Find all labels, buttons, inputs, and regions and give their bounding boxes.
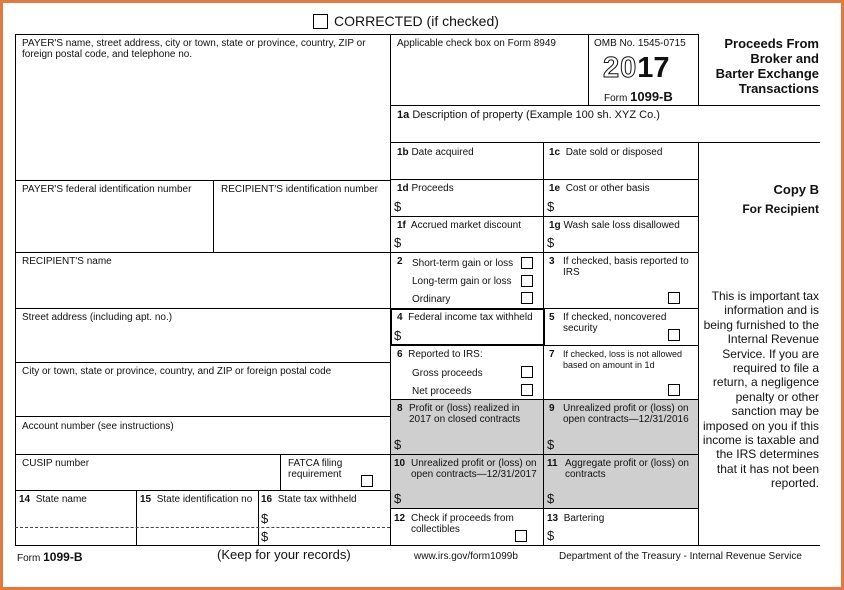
box16-dollar-2: $: [261, 529, 269, 544]
city-field[interactable]: City or town, state or province, country, and ZIP or foreign postal code: [22, 366, 332, 377]
cusip-field[interactable]: CUSIP number: [22, 458, 90, 469]
payer-name-field[interactable]: PAYER'S name, street address, city or town, state or province, country, ZIP or foreign postal code, and telephone no.: [22, 38, 366, 60]
box8-number: 8: [397, 403, 403, 414]
box16-dollar-1: $: [261, 511, 269, 526]
box11-number: 11: [547, 458, 558, 469]
ordinary-label: Ordinary: [412, 294, 451, 305]
corrected-checkbox[interactable]: [313, 14, 328, 29]
ordinary-checkbox[interactable]: [521, 292, 533, 304]
box16-label: 16 State tax withheld: [261, 494, 357, 505]
box7-label: If checked, loss is not allowed based on amount in 1d: [563, 349, 683, 370]
box15-label: 15 State identification no: [140, 494, 253, 505]
short-term-checkbox[interactable]: [521, 257, 533, 269]
box8-dollar: $: [394, 437, 402, 452]
box1g-label[interactable]: 1g Wash sale loss disallowed: [549, 220, 680, 231]
fatca-label: FATCA filing requirement: [288, 458, 343, 480]
box5-number: 5: [549, 312, 555, 323]
collectibles-checkbox[interactable]: [515, 530, 527, 542]
box1e-dollar: $: [547, 199, 555, 214]
omb-number: OMB No. 1545-0715: [594, 38, 686, 49]
box12-label: Check if proceeds from collectibles: [411, 513, 514, 535]
long-term-checkbox[interactable]: [521, 275, 533, 287]
box4-label[interactable]: 4 Federal income tax withheld: [397, 312, 533, 323]
corrected-label: CORRECTED (if checked): [334, 13, 499, 29]
box9-label[interactable]: Unrealized profit or (loss) on open contracts—12/31/2016: [563, 403, 689, 425]
box1b-label[interactable]: 1b Date acquired: [397, 147, 474, 158]
form-number-header: Form 1099-B: [604, 89, 673, 104]
box7-checkbox[interactable]: [668, 384, 680, 396]
short-term-label: Short-term gain or loss: [412, 258, 514, 269]
box4-dollar: $: [394, 328, 402, 343]
net-proceeds-label: Net proceeds: [412, 386, 472, 397]
form-8949-checkbox-label: Applicable check box on Form 8949: [397, 38, 556, 49]
box1g-dollar: $: [547, 235, 555, 250]
net-proceeds-checkbox[interactable]: [521, 384, 533, 396]
copy-b-title: Copy B: [773, 182, 819, 197]
footer-department: Department of the Treasury - Internal Revenue Service: [559, 551, 802, 562]
box9-number: 9: [549, 403, 555, 414]
box3-checkbox[interactable]: [668, 292, 680, 304]
box13-dollar: $: [547, 528, 555, 543]
gross-proceeds-checkbox[interactable]: [521, 366, 533, 378]
state-row-divider: [15, 527, 390, 528]
box3-label: If checked, basis reported to IRS: [563, 256, 689, 278]
gross-proceeds-label: Gross proceeds: [412, 368, 483, 379]
tax-year: 2017: [603, 52, 670, 84]
box14-label: 14 State name: [19, 494, 87, 505]
box7-number: 7: [549, 349, 555, 360]
box6-label: 6 Reported to IRS:: [397, 349, 483, 360]
form-title: Proceeds From Broker and Barter Exchange Transactions: [715, 36, 819, 96]
box5-label: If checked, noncovered security: [563, 312, 667, 334]
box10-label[interactable]: Unrealized profit or (loss) on open contracts—12/31/2017: [411, 458, 537, 480]
recipient-name-field[interactable]: RECIPIENT'S name: [22, 256, 112, 267]
box8-label[interactable]: Profit or (loss) realized in 2017 on closed contracts: [409, 403, 521, 425]
payer-fed-id-field[interactable]: PAYER'S federal identification number: [22, 184, 192, 195]
footer-keep-records: (Keep for your records): [217, 547, 351, 562]
box13-label[interactable]: 13 Bartering: [547, 513, 605, 524]
box1c-label[interactable]: 1c Date sold or disposed: [549, 147, 663, 158]
box1f-label[interactable]: 1f Accrued market discount: [397, 220, 521, 231]
for-recipient-label: For Recipient: [742, 202, 819, 216]
box1e-label[interactable]: 1e Cost or other basis: [549, 183, 650, 194]
box1a-label[interactable]: 1a Description of property (Example 100 sh. XYZ Co.): [397, 109, 660, 121]
box1f-dollar: $: [394, 235, 402, 250]
important-notice: This is important tax information and is being furnished to the Internal Revenue Service. If you are required to file a return, a negligence penalty or other sanction may be imposed on you if this income is taxable and the IRS determines that it has not been reported.: [702, 289, 819, 491]
box2-number: 2: [397, 256, 403, 267]
box1d-label[interactable]: 1d Proceeds: [397, 183, 454, 194]
box1d-dollar: $: [394, 199, 402, 214]
recipient-id-field[interactable]: RECIPIENT'S identification number: [221, 184, 378, 195]
box9-dollar: $: [547, 437, 555, 452]
box12-number: 12: [394, 513, 406, 524]
box10-dollar: $: [394, 491, 402, 506]
box11-dollar: $: [547, 491, 555, 506]
long-term-label: Long-term gain or loss: [412, 276, 512, 287]
footer-form-number: Form 1099-B: [17, 550, 83, 564]
footer-url[interactable]: www.irs.gov/form1099b: [414, 551, 518, 562]
box3-number: 3: [549, 256, 555, 267]
fatca-checkbox[interactable]: [361, 475, 373, 487]
box11-label[interactable]: Aggregate profit or (loss) on contracts: [565, 458, 689, 480]
box5-checkbox[interactable]: [668, 329, 680, 341]
account-number-field[interactable]: Account number (see instructions): [22, 421, 174, 432]
box10-number: 10: [394, 458, 406, 469]
street-address-field[interactable]: Street address (including apt. no.): [22, 312, 173, 323]
